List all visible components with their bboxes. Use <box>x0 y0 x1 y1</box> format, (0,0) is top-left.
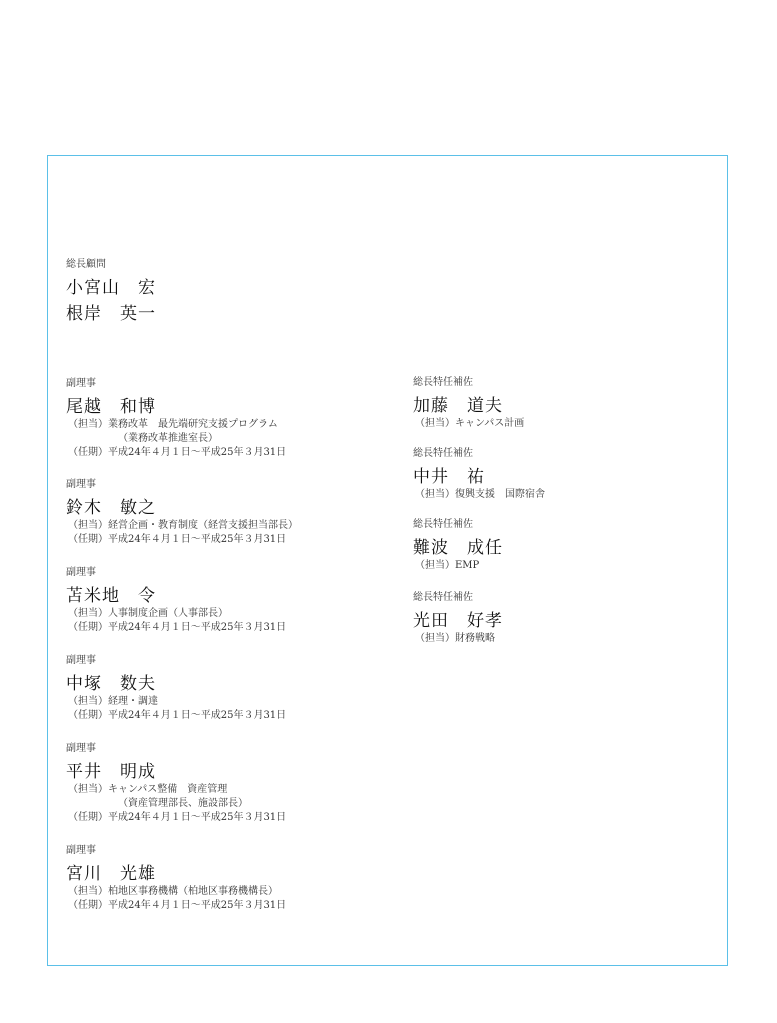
special-assistant-entry <box>413 376 713 433</box>
entry-role: 副理事 <box>66 743 96 754</box>
special-assistant-entry <box>413 591 713 648</box>
entry-name: 鈴木 敏之 <box>66 498 156 518</box>
entry-name: 難波 成任 <box>413 538 503 558</box>
entry-duty-note: （業務改革推進室長） <box>118 433 218 444</box>
entry-role: 副理事 <box>66 378 96 389</box>
entry-duty: （担当）業務改革 最先端研究支援プログラム <box>68 419 278 430</box>
entry-duty: （担当）人事制度企画（人事部長） <box>68 608 228 619</box>
special-assistant-entry <box>413 447 713 504</box>
entry-term: （任期）平成24年４月１日～平成25年３月31日 <box>68 622 287 633</box>
entry-name: 苫米地 令 <box>66 586 156 606</box>
entry-duty: （担当）キャンパス整備 資産管理 <box>68 784 228 795</box>
entry-name: 光田 好孝 <box>413 611 503 631</box>
entry-term: （任期）平成24年４月１日～平成25年３月31日 <box>68 710 287 721</box>
vice-director-entry <box>66 654 396 728</box>
entry-role: 総長特任補佐 <box>413 377 473 388</box>
entry-role: 副理事 <box>66 655 96 666</box>
entry-duty: （担当）柏地区事務機構（柏地区事務機構長） <box>68 886 278 897</box>
vice-director-entry <box>66 377 396 464</box>
entry-role: 副理事 <box>66 567 96 578</box>
advisor-name: 小宮山 宏 <box>66 278 156 298</box>
entry-role: 総長特任補佐 <box>413 519 473 530</box>
entry-name: 中井 祐 <box>413 467 485 487</box>
entry-name: 宮川 光雄 <box>66 864 156 884</box>
entry-name: 中塚 数夫 <box>66 674 156 694</box>
entry-duty: （担当）経理・調達 <box>68 696 158 707</box>
entry-name: 加藤 道夫 <box>413 396 503 416</box>
entry-name: 平井 明成 <box>66 762 156 782</box>
entry-term: （任期）平成24年４月１日～平成25年３月31日 <box>68 534 287 545</box>
entry-term: （任期）平成24年４月１日～平成25年３月31日 <box>68 447 287 458</box>
entry-duty: （担当）EMP <box>415 560 480 571</box>
entry-role: 総長特任補佐 <box>413 448 473 459</box>
entry-duty: （担当）財務戦略 <box>415 633 495 644</box>
vice-director-entry <box>66 742 396 830</box>
entry-term: （任期）平成24年４月１日～平成25年３月31日 <box>68 900 287 911</box>
vice-director-entry <box>66 844 396 918</box>
entry-role: 副理事 <box>66 845 96 856</box>
advisors-role: 総長顧問 <box>66 259 106 270</box>
entry-term: （任期）平成24年４月１日～平成25年３月31日 <box>68 812 287 823</box>
vice-director-entry <box>66 478 396 552</box>
entry-duty: （担当）復興支援 国際宿舎 <box>415 489 545 500</box>
special-assistant-entry <box>413 518 713 577</box>
vice-directors-column <box>66 377 396 932</box>
advisor-name: 根岸 英一 <box>66 304 156 324</box>
entry-role: 総長特任補佐 <box>413 592 473 603</box>
entry-name: 尾越 和博 <box>66 397 156 417</box>
advisors-section <box>66 258 156 325</box>
entry-duty: （担当）キャンパス計画 <box>415 418 525 429</box>
entry-duty: （担当）経営企画・教育制度（経営支援担当部長） <box>68 520 298 531</box>
vice-director-entry <box>66 566 396 640</box>
entry-duty-note: （資産管理部長、施設部長） <box>118 798 248 809</box>
entry-role: 副理事 <box>66 479 96 490</box>
special-assistants-column <box>413 376 713 662</box>
